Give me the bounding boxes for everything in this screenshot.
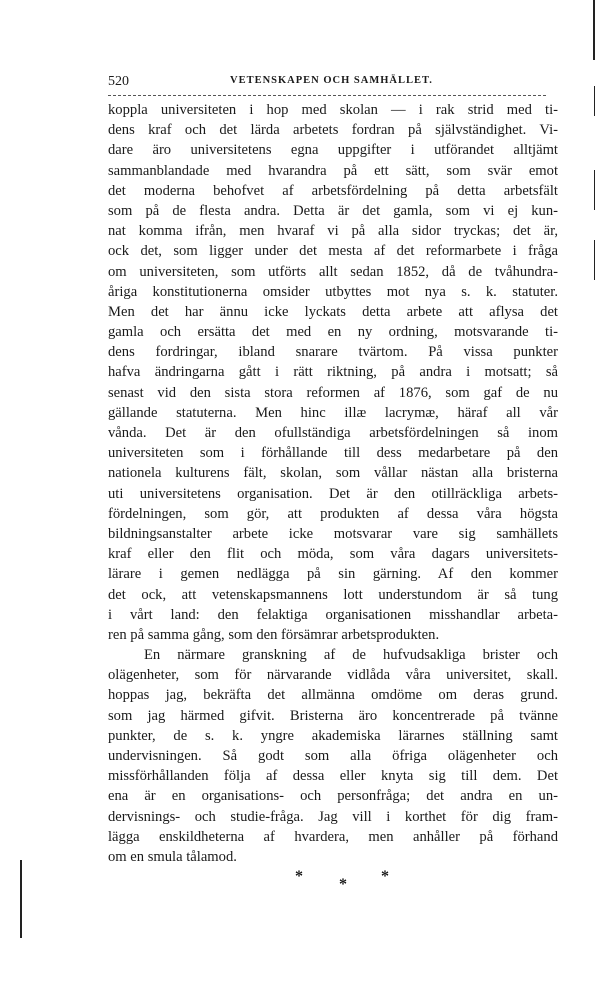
text-line: dens fordringar, ibland snarare tvärtom. På vissa punkter xyxy=(108,344,558,361)
text-line: punkter, de s. k. yngre akademiska lärarnes ställning samt xyxy=(108,727,558,744)
text-line: fördelningen, som gör, att produkten af dessa våra högsta xyxy=(108,505,558,522)
text-line: som på de flesta andra. Detta är det gamla, som vi ej kun- xyxy=(108,202,558,219)
page-number: 520 xyxy=(108,74,129,89)
divider-star: * xyxy=(295,868,303,885)
text-line: dens kraf och det lärda arbetets fordran på självständighet. Vi- xyxy=(108,122,558,139)
text-line: missförhållanden följa af dessa eller knyta sig till dem. Det xyxy=(108,768,558,785)
text-line: ock det, som ligger under det mesta af det reformarbete i fråga xyxy=(108,243,558,260)
text-line: En närmare granskning af de hufvudsakliga brister och xyxy=(144,647,558,664)
text-line: undervisningen. Så godt som alla öfriga olägenheter och xyxy=(108,748,558,764)
running-title: VETENSKAPEN OCH SAMHÄLLET. xyxy=(230,75,433,86)
scan-edge-mark xyxy=(594,240,595,280)
text-line: universiteten som i förhållande till dess medarbetare på den xyxy=(108,445,558,462)
scan-edge-mark xyxy=(20,860,22,938)
text-line: bildningsanstalter arbete icke motsvarar vare sig samhällets xyxy=(108,525,558,542)
text-line: ren på samma gång, som den försämrar arbetsprodukten. xyxy=(108,626,440,643)
text-line: ena är en organisations- och personfråga; det andra en un- xyxy=(108,788,558,805)
scan-edge-mark xyxy=(594,86,595,116)
text-line: nationela kulturens fält, skolan, som vållar nästan alla bristerna xyxy=(108,465,558,482)
text-line: hafva ändringarna gått i rätt riktning, på andra i motsatt; så xyxy=(108,364,558,381)
text-line: dare äro universitetens egna uppgifter i utförandet alltjämt xyxy=(108,142,558,159)
divider-star: * xyxy=(381,868,389,885)
text-line: sammanblandade med hvarandra på ett sätt, som svär emot xyxy=(108,162,558,179)
text-line: åriga konstitutionerna omsider utbyttes mot nya s. k. statuter. xyxy=(108,283,558,300)
text-line: gamla och ersätta det med en ny ordning, motsvarande ti- xyxy=(108,324,558,341)
text-line: dervisnings- och studie-fråga. Jag vill i korthet för dig fram- xyxy=(108,808,558,825)
page-header xyxy=(108,74,546,92)
text-line: om en smula tålamod. xyxy=(108,848,237,865)
body-text xyxy=(108,100,558,867)
text-line: som jag härmed gifvit. Bristerna äro koncentrerade på tvänne xyxy=(108,707,558,724)
header-rule xyxy=(108,95,546,96)
text-line: om universiteten, som utförts allt sedan 1852, då de tvåhundra- xyxy=(108,263,558,280)
section-divider xyxy=(295,868,415,898)
text-line: senast vid den sista stora reformen af 1876, som gaf de nu xyxy=(108,384,558,401)
divider-star: * xyxy=(339,876,347,893)
text-line: olägenheter, som för närvarande vidlåda våra universitet, skall. xyxy=(108,667,558,684)
text-line: kraf eller den flit och möda, som våra dagars universitets- xyxy=(108,546,558,563)
scan-edge-mark xyxy=(593,0,595,60)
text-line: nat komma ifrån, men hvaraf vi på alla sidor tryckas; det är, xyxy=(108,223,558,240)
text-line: Men det har ännu icke lyckats detta arbete att aflysa det xyxy=(108,303,558,320)
text-line: vånda. Det är den ofullständiga arbetsfördelningen så inom xyxy=(108,425,558,441)
scan-edge-mark xyxy=(594,170,595,210)
text-line: koppla universiteten i hop med skolan — i rak strid med ti- xyxy=(108,102,558,118)
text-line: det moderna behofvet af arbetsfördelning på detta arbetsfält xyxy=(108,182,558,199)
text-line: hoppas jag, bekräfta det allmänna omdöme om deras grund. xyxy=(108,687,558,704)
text-line: i vårt land: den felaktiga organisationen misshandlar arbeta- xyxy=(108,606,558,623)
text-line: lägga enskildheterna af hvardera, men anhåller på förhand xyxy=(108,828,558,845)
text-line: det ock, att vetenskapsmannens lott understundom är så tung xyxy=(108,586,558,603)
text-line: gällande statuterna. Men hinc illæ lacrymæ, häraf all vår xyxy=(108,404,558,421)
text-line: uti universitetens organisation. Det är den otillräckliga arbets- xyxy=(108,485,558,502)
text-line: lärare i gemen nedlägga på sin gärning. Af den kommer xyxy=(108,566,558,583)
